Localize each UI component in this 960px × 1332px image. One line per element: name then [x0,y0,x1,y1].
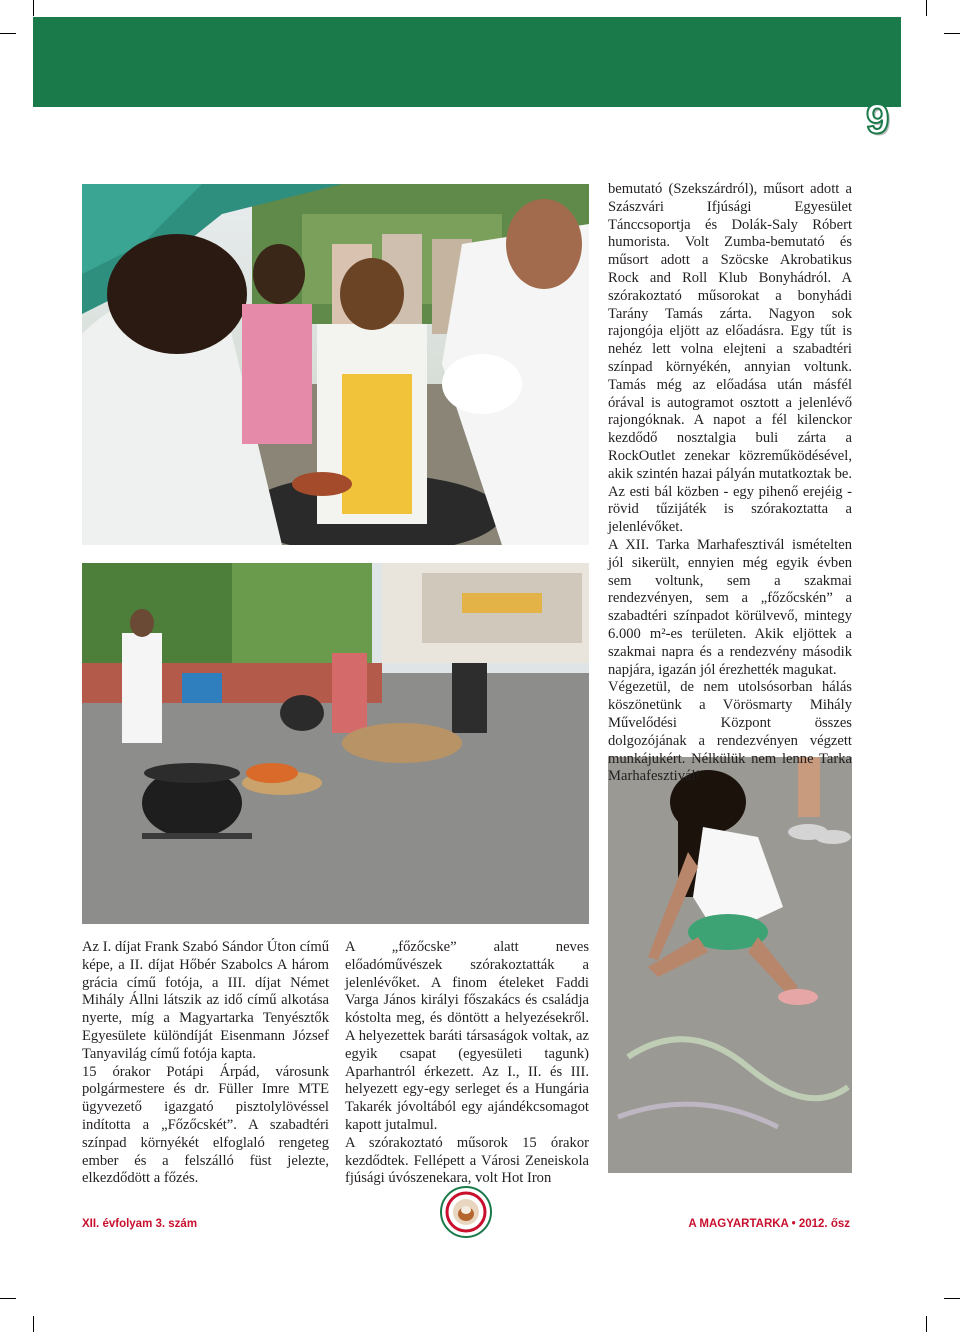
right-column-text [608,181,852,786]
crop-mark [926,0,927,16]
paragraph: bemutató (Szekszárdról), műsort adott a Szászvári Ifjúsági Egyesület Tánccsoportja és Dolák-Saly Róbert humorista. Volt Zumba-bemutató és műsort adott a Szöcske Akrobatikus Rock and Roll Klub Bonyhádról. A szórakoztató műsorokat a bonyhádi Tarány Tamás zárta. Nagyon sok rajongója eljött az előadásra. Egy tűt is nehéz lett volna elejteni a szabadtéri színpad környékén, annyian voltunk. Tamás még az előadása után másfél órával is autogramot osztott a jelenlévő rajongóknak. A napot a fél kilenckor kezdődő nosztalgia buli zárta a RockOutlet zenekar közreműködésével, akik szintén hazai pályán mutatkoztak be. Az esti bál közben - egy pihenő erejéig - rövid tűzijáték is szórakoztatta a jelenlévőket. [608,181,852,536]
crop-mark [33,1316,34,1332]
girl-chalk-photo [608,757,852,1173]
paragraph: A „főzőcske” alatt neves előadóművészek szórakoztatták a jelenlévőket. A finom ételeket Faddi Varga János királyi főszakács és családja kóstolta meg, és döntött a helyezésekről. A helyezettek baráti társaságok voltak, az egyik csapat (egyesületi tagunk) Aparhantról érkezett. Az I., II. és III. helyezett egy-egy serleget és a Hungária Takarék jóvoltából egy ajándékcsomagot kapott jutalmul. [345,939,589,1133]
crop-mark [0,33,16,34]
paragraph: A szórakoztató műsorok 15 órakor kezdődtek. Fellépett a Városi Zeneiskola fjúsági úvószenekara, volt Hot Iron [345,1134,589,1187]
footer-publication: A MAGYARTARKA • 2012. ősz [688,1218,850,1230]
cauldron-photo [82,563,589,924]
paragraph: A XII. Tarka Marhafesztivál ismételten jól sikerült, ennyien még egyik évben sem voltunk, sem a szakmai rendezvényen, sem a „főzőcskén” a szabadtéri színpadot körülvevő, mintegy 6.000 m²-es területen. Akik eljöttek a szakmai napra és a rendezvény második napjára, igazán jól érezhették magukat. [608,536,852,678]
footer-issue: XII. évfolyam 3. szám [82,1218,198,1230]
header-band [33,17,901,107]
paragraph: Az I. díjat Frank Szabó Sándor Úton című képe, a II. díjat Hőbér Szabolcs A három grácia című fotója, a III. díjat Német Mihály Állni látszik az idő című alkotása nyerte, míg a Magyartarka Tenyésztők Egyesülete különdíját Eisenmann József Tanyavilág című fotója kapta. [82,939,329,1062]
middle-column-text [345,939,589,1188]
crop-mark [0,1298,16,1299]
paragraph: Végezetül, de nem utolsósorban hálás köszönetünk a Vörösmarty Mihály Művelődési Központ összes dolgozójának a rendezvényen végzett munkájukért. Nélkülük nem lenne Tarka Marhafesztivál! [608,679,852,785]
paragraph: 15 órakor Potápi Árpád, városunk polgármestere és dr. Füller Imre MTE ügyvezető igazgató pisztolylövéssel indította a „Főzőcskét”. A szabadtéri színpad környékét elfoglaló rengeteg ember és a felszálló füst jelezte, elkezdődött a főzés. [82,1063,329,1187]
crop-mark [944,33,960,34]
cooking-photo [82,184,589,545]
crop-mark [33,0,34,16]
magyartarka-logo [440,1186,492,1238]
page-number: 9 [866,95,890,142]
crop-mark [944,1298,960,1299]
crop-mark [926,1316,927,1332]
left-column-text [82,939,329,1188]
